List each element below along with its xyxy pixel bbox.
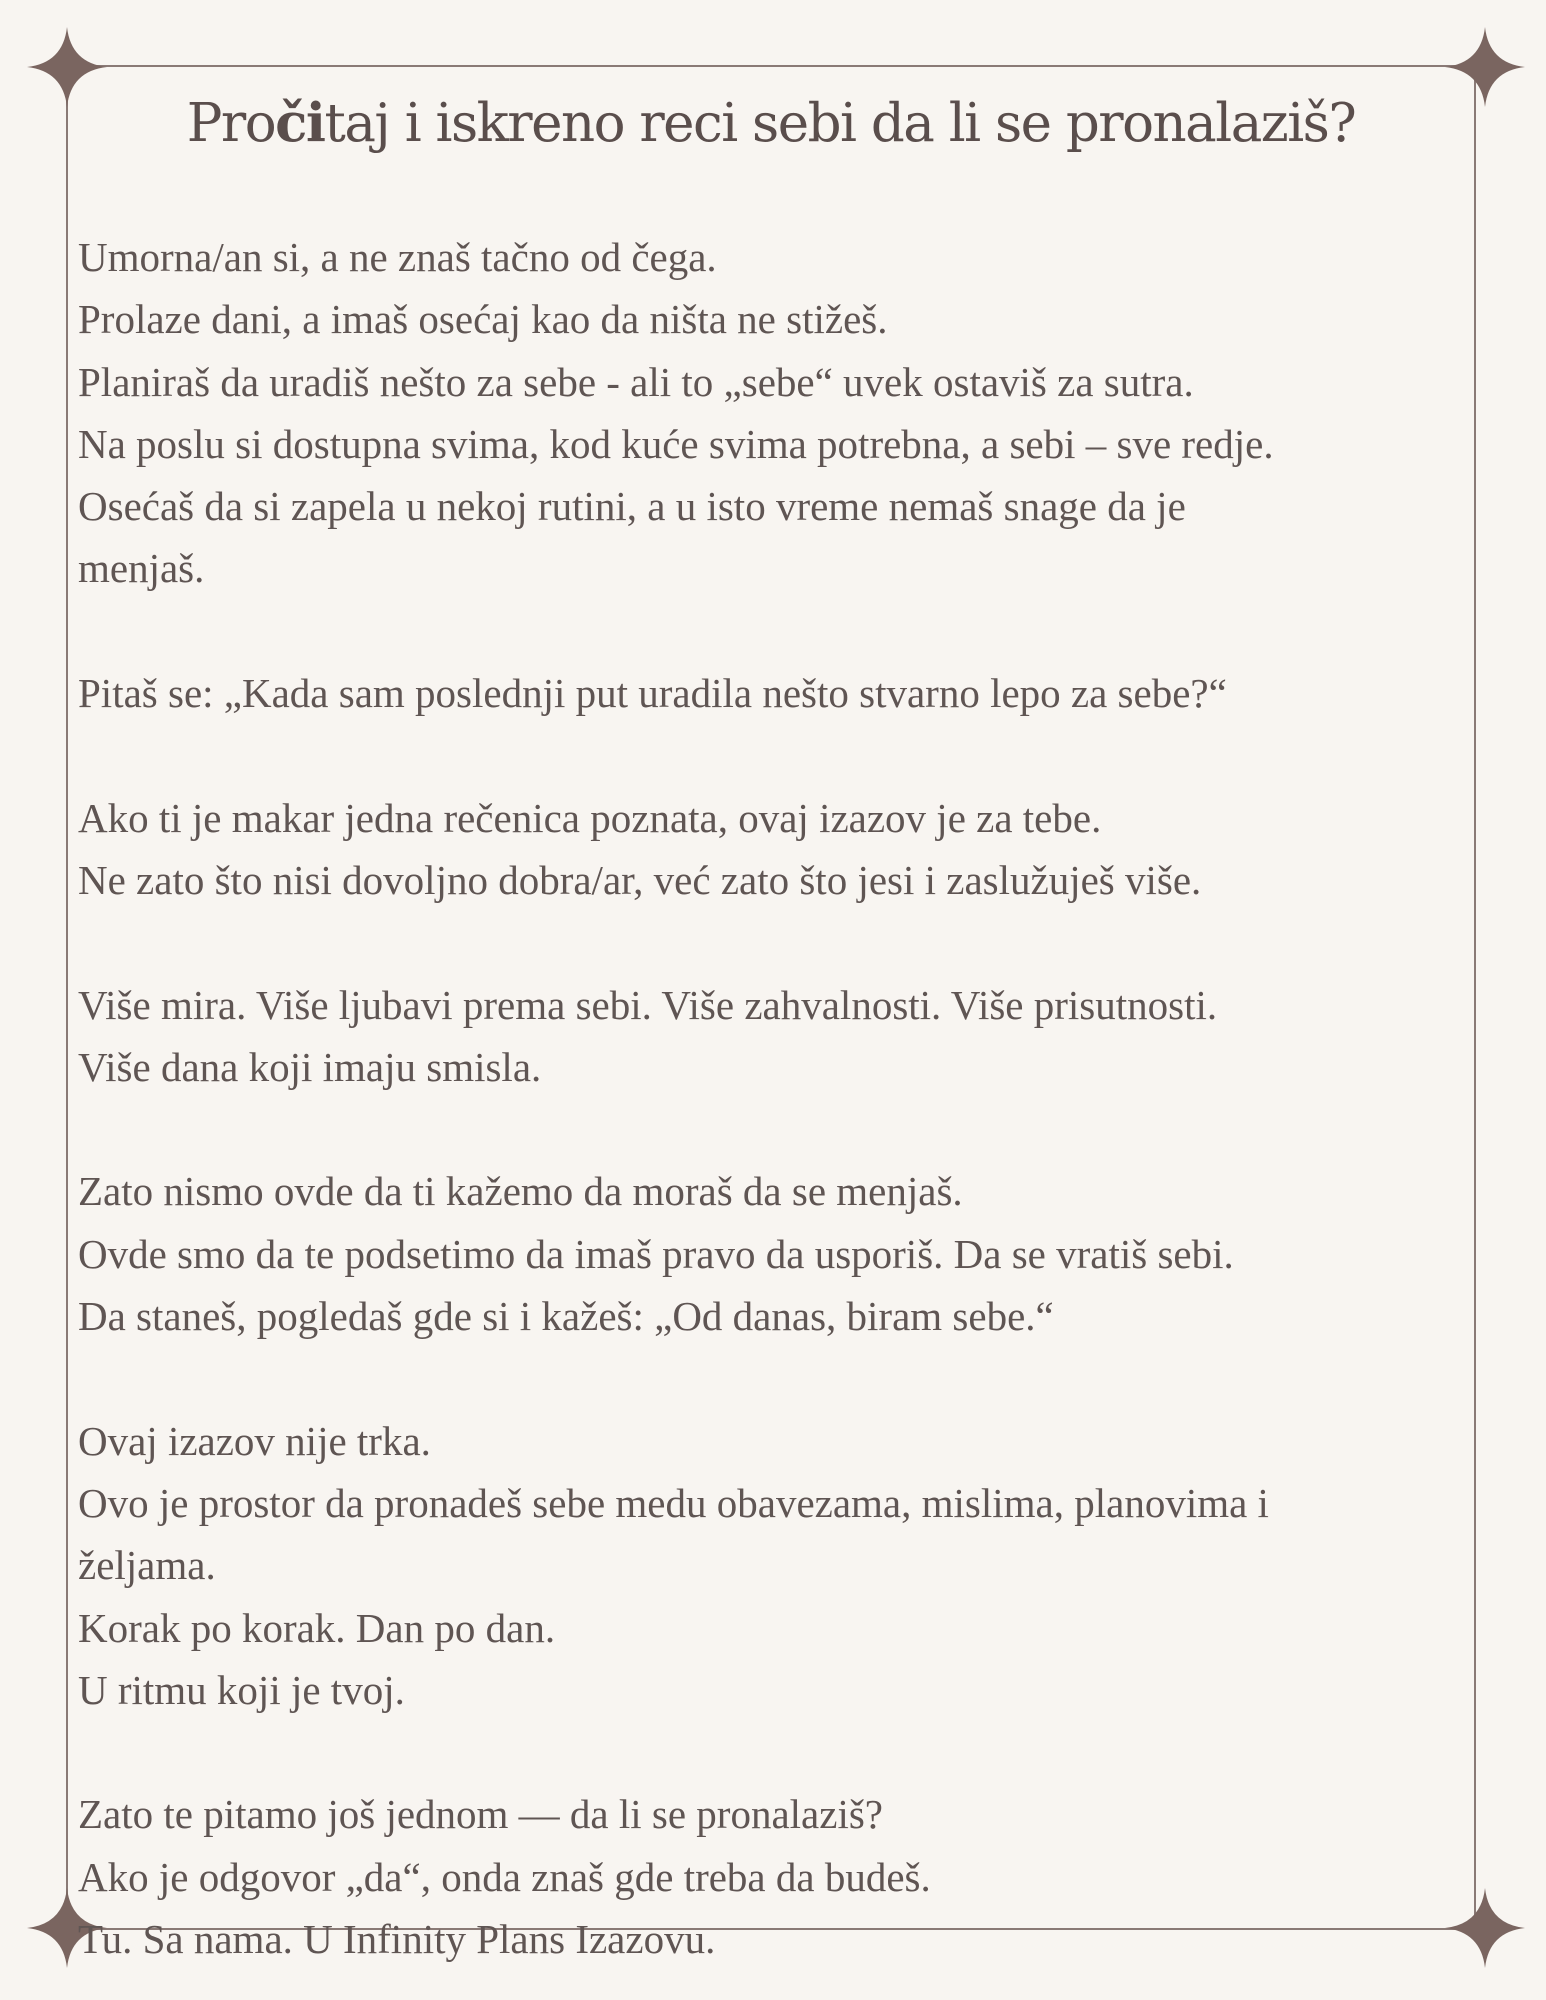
- title-part-1: Pro: [186, 93, 276, 154]
- paragraph-4: [78, 974, 1473, 1099]
- title-part-2: taj i iskreno reci sebi da li se pronalaziš?: [324, 93, 1356, 154]
- text-line: Pitaš se: „Kada sam poslednji put uradila nešto stvarno lepo za sebe?“: [78, 670, 1227, 717]
- paragraph-5: [78, 1160, 1473, 1347]
- text-line: Ovde smo da te podsetimo da imaš pravo da usporiš. Da se vratiš sebi.: [78, 1230, 1234, 1277]
- text-line: Na poslu si dostupna svima, kod kuće svima potrebna, a sebi – sve redje.: [78, 420, 1274, 467]
- paragraph-1: [78, 226, 1473, 600]
- text-line: Korak po korak. Dan po dan.: [78, 1604, 556, 1651]
- text-line: Umorna/an si, a ne znaš tačno od čega.: [78, 234, 717, 280]
- page-title: [66, 92, 1476, 154]
- text-line: menjaš.: [78, 545, 205, 592]
- text-line: Planiraš da uradiš nešto za sebe - ali to „sebe“ uvek ostaviš za sutra.: [78, 358, 1194, 405]
- body-text: [78, 226, 1473, 1970]
- text-line: Zato te pitamo još jednom — da li se pronalaziš?: [78, 1791, 883, 1838]
- text-line: Ako je odgovor „da“, onda znaš gde treba da budeš.: [78, 1853, 931, 1900]
- paragraph-gap: [78, 724, 1473, 786]
- paragraph-7: [78, 1783, 1473, 1970]
- paragraph-gap: [78, 911, 1473, 973]
- paragraph-3: [78, 787, 1473, 912]
- text-line: Ne zato što nisi dovoljno dobra/ar, već zato što jesi i zaslužuješ više.: [78, 856, 1202, 903]
- text-line: željama.: [78, 1542, 216, 1589]
- paragraph-6: [78, 1410, 1473, 1721]
- paragraph-gap: [78, 1721, 1473, 1783]
- paragraph-gap: [78, 600, 1473, 662]
- text-line: U ritmu koji je tvoj.: [78, 1666, 405, 1713]
- text-line: Prolaze dani, a imaš osećaj kao da ništa ne stižeš.: [78, 296, 888, 343]
- text-line: Osećaš da si zapela u nekoj rutini, a u isto vreme nemaš snage da je: [78, 483, 1186, 530]
- text-line: Ovo je prostor da pronadeš sebe medu obavezama, mislima, planovima i: [78, 1479, 1269, 1526]
- paragraph-gap: [78, 1347, 1473, 1409]
- text-line: Više mira. Više ljubavi prema sebi. Više zahvalnosti. Više prisutnosti.: [78, 981, 1218, 1028]
- text-line: Da staneš, pogledaš gde si i kažeš: „Od danas, biram sebe.“: [78, 1293, 1054, 1340]
- text-line: Ovaj izazov nije trka.: [78, 1417, 431, 1464]
- paragraph-2: [78, 662, 1473, 724]
- text-line: Tu. Sa nama. U Infinity Plans Izazovu.: [78, 1916, 716, 1963]
- text-line: Zato nismo ovde da ti kažemo da moraš da se menjaš.: [78, 1168, 963, 1215]
- title-part-bold: či: [275, 92, 325, 154]
- paragraph-gap: [78, 1098, 1473, 1160]
- text-line: Više dana koji imaju smisla.: [78, 1043, 542, 1090]
- text-line: Ako ti je makar jedna rečenica poznata, ovaj izazov je za tebe.: [78, 794, 1102, 841]
